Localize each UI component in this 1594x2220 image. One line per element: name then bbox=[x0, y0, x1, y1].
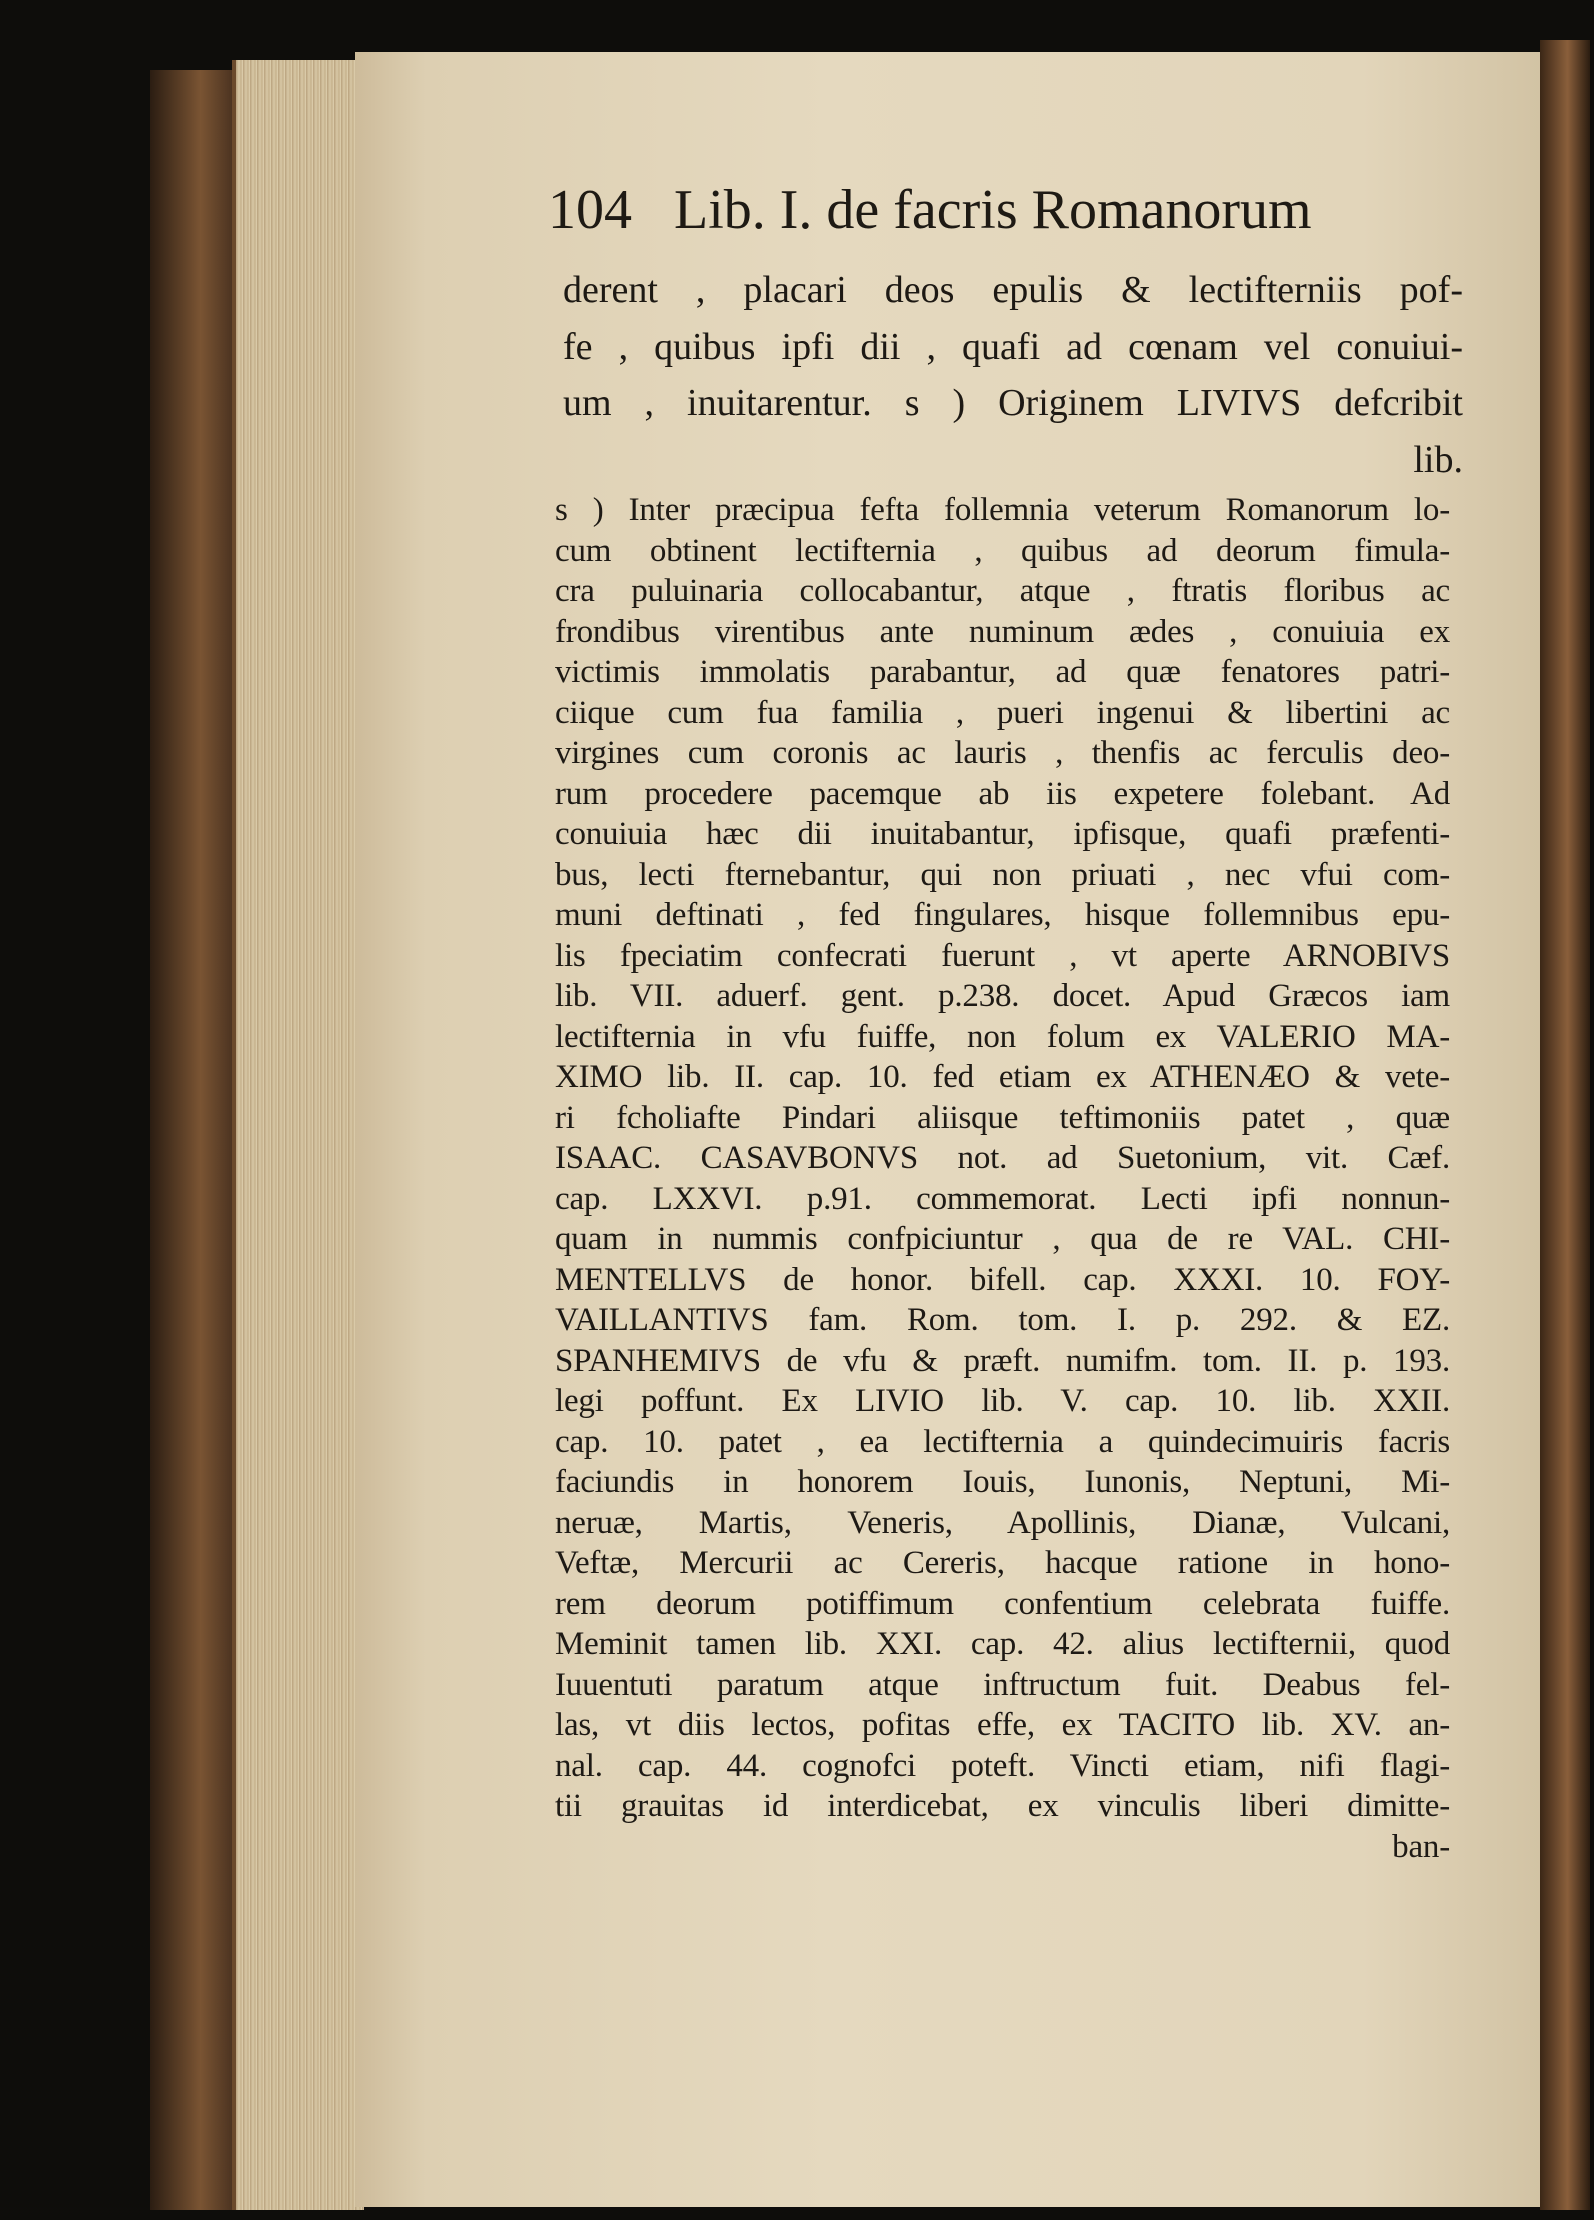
footnote-line: muni deftinati , fed fingulares, hisque follemnibus epu- bbox=[555, 897, 1450, 933]
footnote-line: nal. cap. 44. cognofci poteft. Vincti etiam, nifi flagi- bbox=[555, 1747, 1450, 1784]
main-text bbox=[563, 262, 1463, 488]
footnote-line: lis fpeciatim confecrati fuerunt , vt aperte ARNOBIVS bbox=[555, 937, 1450, 974]
footnote-line: conuiuia hæc dii inuitabantur, ipfisque, quafi præfenti- bbox=[555, 816, 1450, 852]
footnote-line: ciique cum fua familia , pueri ingenui & libertini ac bbox=[555, 694, 1450, 731]
page-edges bbox=[232, 60, 364, 2210]
footnote-line: cap. 10. patet , ea lectifternia a quindecimuiris facris bbox=[555, 1423, 1450, 1460]
page-number: 104 bbox=[548, 179, 632, 241]
running-title: Lib. I. de facris Romanorum bbox=[674, 179, 1312, 241]
book-cover-right bbox=[1540, 40, 1590, 2210]
footnote-line: ISAAC. CASAVBONVS not. ad Suetonium, vit. Cæf. bbox=[555, 1140, 1450, 1176]
footnote-line: lib. VII. aduerf. gent. p.238. docet. Apud Græcos iam bbox=[555, 978, 1450, 1014]
footnote-line: s ) Inter præcipua fefta follemnia veterum Romanorum lo- bbox=[555, 492, 1450, 528]
footnote-line: neruæ, Martis, Veneris, Apollinis, Dianæ, Vulcani, bbox=[555, 1504, 1450, 1541]
footnote-line: quam in nummis confpiciuntur , qua de re VAL. CHI- bbox=[555, 1221, 1450, 1257]
catchword: ban- bbox=[1392, 1828, 1450, 1865]
footnote bbox=[555, 490, 1450, 1867]
footnote-line: rum procedere pacemque ab iis expetere folebant. Ad bbox=[555, 775, 1450, 812]
footnote-line: Veftæ, Mercurii ac Cereris, hacque ratione in hono- bbox=[555, 1545, 1450, 1581]
catchword: lib. bbox=[1413, 438, 1463, 481]
footnote-line: victimis immolatis parabantur, ad quæ fenatores patri- bbox=[555, 654, 1450, 690]
footnote-line: rem deorum potiffimum confentium celebrata fuiffe. bbox=[555, 1585, 1450, 1622]
footnote-line: XIMO lib. II. cap. 10. fed etiam ex ATHENÆO & vete- bbox=[555, 1059, 1450, 1095]
footnote-line: VAILLANTIVS fam. Rom. tom. I. p. 292. & EZ. bbox=[555, 1302, 1450, 1338]
footnote-line: Meminit tamen lib. XXI. cap. 42. alius lectifternii, quod bbox=[555, 1626, 1450, 1662]
footnote-line: ri fcholiafte Pindari aliisque teftimoniis patet , quæ bbox=[555, 1099, 1450, 1136]
main-text-line: fe , quibus ipfi dii , quafi ad cœnam vel conuiui- bbox=[563, 325, 1463, 368]
footnote-line: MENTELLVS de honor. bifell. cap. XXXI. 10. FOY- bbox=[555, 1261, 1450, 1298]
footnote-line: cap. LXXVI. p.91. commemorat. Lecti ipfi nonnun- bbox=[555, 1180, 1450, 1217]
footnote-line: cra puluinaria collocabantur, atque , ftratis floribus ac bbox=[555, 573, 1450, 609]
page-header bbox=[548, 178, 1312, 242]
book-cover-left bbox=[150, 70, 234, 2210]
main-text-line: um , inuitarentur. s ) Originem LIVIVS defcribit bbox=[563, 382, 1463, 424]
footnote-line: SPANHEMIVS de vfu & præft. numifm. tom. II. p. 193. bbox=[555, 1342, 1450, 1379]
footnote-line: frondibus virentibus ante numinum ædes , conuiuia ex bbox=[555, 613, 1450, 650]
footnote-line: virgines cum coronis ac lauris , thenfis ac ferculis deo- bbox=[555, 735, 1450, 771]
footnote-line: cum obtinent lectifternia , quibus ad deorum fimula- bbox=[555, 532, 1450, 569]
main-text-line: derent , placari deos epulis & lectifterniis pof- bbox=[563, 269, 1463, 311]
footnote-line: faciundis in honorem Iouis, Iunonis, Neptuni, Mi- bbox=[555, 1464, 1450, 1500]
footnote-line: lectifternia in vfu fuiffe, non folum ex VALERIO MA- bbox=[555, 1018, 1450, 1055]
footnote-line: Iuuentuti paratum atque inftructum fuit. Deabus fel- bbox=[555, 1666, 1450, 1703]
footnote-line: bus, lecti fternebantur, qui non priuati , nec vfui com- bbox=[555, 856, 1450, 893]
footnote-line: las, vt diis lectos, pofitas effe, ex TACITO lib. XV. an- bbox=[555, 1707, 1450, 1743]
footnote-line: tii grauitas id interdicebat, ex vinculis liberi dimitte- bbox=[555, 1788, 1450, 1824]
footnote-line: legi poffunt. Ex LIVIO lib. V. cap. 10. lib. XXII. bbox=[555, 1383, 1450, 1419]
